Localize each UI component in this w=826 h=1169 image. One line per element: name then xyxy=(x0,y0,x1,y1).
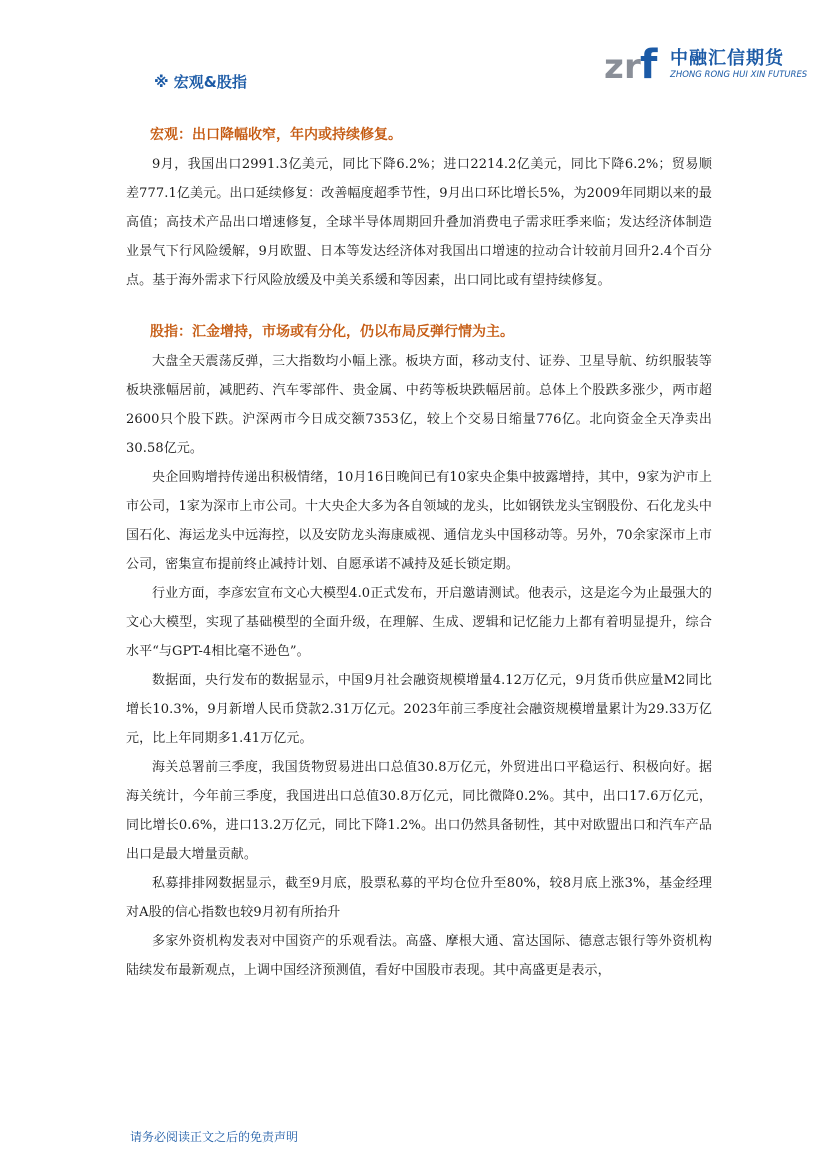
stock-paragraph-soe: 央企回购增持传递出积极情绪，10月16日晚间已有10家央企集中披露增持，其中，9家为沪市上市公司，1家为深市上市公司。十大央企大多为各自领域的龙头，比如钢铁龙头宝钢股份、石化龙头中国石化、海运龙头中远海控，以及安防龙头海康威视、通信龙头中国移动等。另外，70余家深市上市公司，密集宣布提前终止减持计划、自愿承诺不减持及延长锁定期。 xyxy=(126,470,712,572)
zrf-logo-icon xyxy=(604,40,666,84)
macro-heading: 宏观：出口降幅收窄，年内或持续修复。 xyxy=(150,127,402,143)
stock-paragraph-customs: 海关总署前三季度，我国货物贸易进出口总值30.8万亿元，外贸进出口平稳运行、积极向好。据海关统计，今年前三季度，我国进出口总值30.8万亿元，同比微降0.2%。其中，出口17.6万亿元，同比增长0.6%，进口13.2万亿元，同比下降1.2%。出口仍然具备韧性，其中对欧盟出口和汽车产品出口是最大增量贡献。 xyxy=(126,760,712,862)
section-spacer xyxy=(126,295,712,321)
section-title: ※ 宏观&股指 xyxy=(154,73,247,91)
stock-paragraph-market: 大盘全天震荡反弹，三大指数均小幅上涨。板块方面，移动支付、证券、卫星导航、纺织服装等板块涨幅居前，减肥药、汽车零部件、贵金属、中药等板块跌幅居前。总体上个股跌多涨少，两市超2600只个股下跌。沪深两市今日成交额7353亿，较上个交易日缩量776亿。北向资金全天净卖出30.58亿元。 xyxy=(126,354,712,456)
svg-text:r: r xyxy=(624,47,641,84)
svg-text:z: z xyxy=(604,47,624,84)
stock-heading: 股指：汇金增持，市场或有分化，仍以布局反弹行情为主。 xyxy=(150,324,514,340)
stock-paragraph-foreign: 多家外资机构发表对中国资产的乐观看法。高盛、摩根大通、富达国际、德意志银行等外资机构陆续发布最新观点，上调中国经济预测值，看好中国股市表现。其中高盛更是表示， xyxy=(126,934,712,978)
report-body xyxy=(126,124,712,985)
company-logo xyxy=(604,40,808,86)
logo-name-en: ZHONG RONG HUI XIN FUTURES xyxy=(670,70,808,80)
stock-paragraph-private-fund: 私募排排网数据显示，截至9月底，股票私募的平均仓位升至80%，较8月底上涨3%，基金经理对A股的信心指数也较9月初有所抬升 xyxy=(126,876,712,920)
stock-paragraph-data: 数据面，央行发布的数据显示，中国9月社会融资规模增量4.12万亿元，9月货币供应量M2同比增长10.3%，9月新增人民币贷款2.31万亿元。2023年前三季度社会融资规模增量累计为29.33万亿元，比上年同期多1.41万亿元。 xyxy=(126,673,712,746)
disclaimer-footer: 请务必阅读正文之后的免责声明 xyxy=(130,1130,299,1144)
stock-paragraph-industry: 行业方面，李彦宏宣布文心大模型4.0正式发布，开启邀请测试。他表示，这是迄今为止最强大的文心大模型，实现了基础模型的全面升级，在理解、生成、逻辑和记忆能力上都有着明显提升，综合水平“与GPT-4相比毫不逊色”。 xyxy=(126,586,712,659)
macro-paragraph: 9月，我国出口2991.3亿美元，同比下降6.2%；进口2214.2亿美元，同比下降6.2%；贸易顺差777.1亿美元。出口延续修复：改善幅度超季节性，9月出口环比增长5%，为2009年同期以来的最高值；高技术产品出口增速修复，全球半导体周期回升叠加消费电子需求旺季来临；发达经济体制造业景气下行风险缓解，9月欧盟、日本等发达经济体对我国出口增速的拉动合计较前月回升2.4个百分点。基于海外需求下行风险放缓及中美关系缓和等因素，出口同比或有望持续修复。 xyxy=(126,157,712,288)
logo-name-cn: 中融汇信期货 xyxy=(670,48,784,69)
svg-text:f: f xyxy=(640,42,658,84)
